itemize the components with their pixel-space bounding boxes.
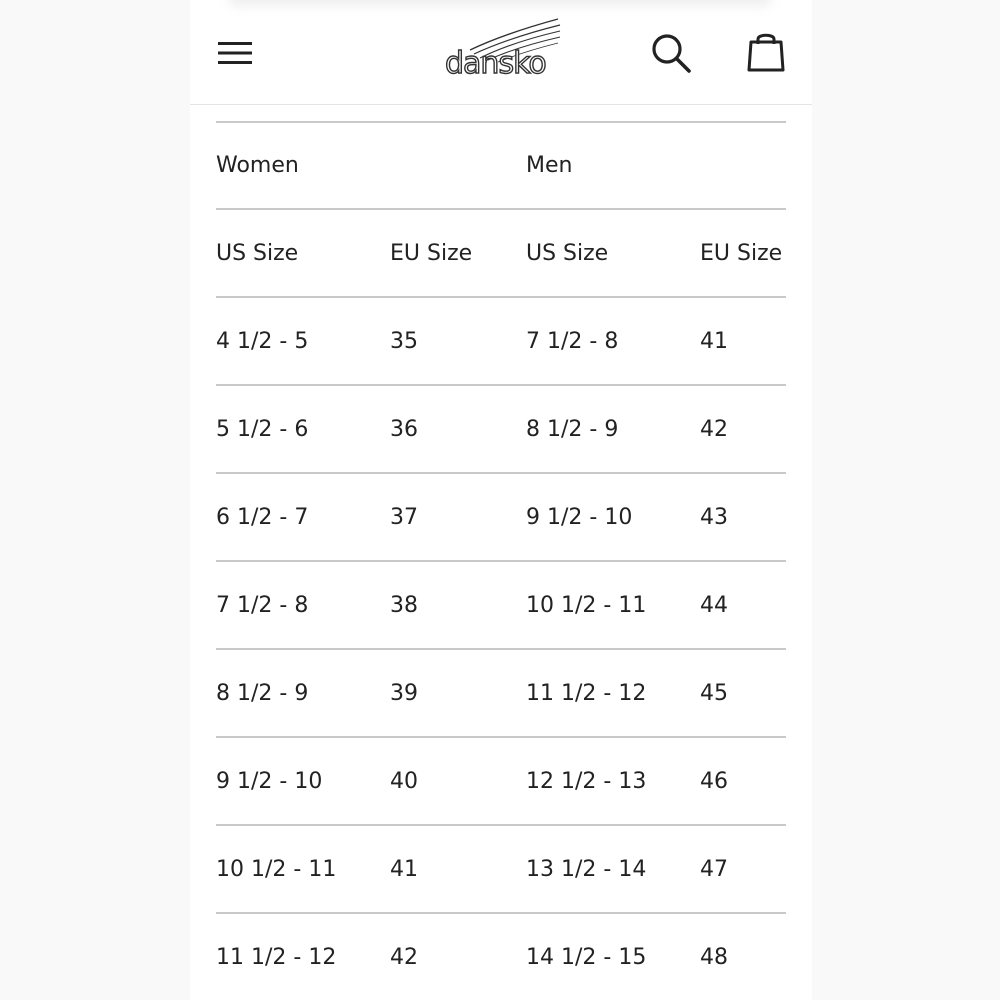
hamburger-menu-icon[interactable] xyxy=(218,40,252,66)
women-eu-size: 42 xyxy=(390,913,526,1000)
women-us-size: 9 1/2 - 10 xyxy=(216,737,390,825)
men-eu-size: 47 xyxy=(700,825,786,913)
men-eu-size: 41 xyxy=(700,297,786,385)
column-header-row xyxy=(216,209,786,297)
men-us-size: 11 1/2 - 12 xyxy=(526,649,700,737)
men-us-size: 9 1/2 - 10 xyxy=(526,473,700,561)
men-us-size: 8 1/2 - 9 xyxy=(526,385,700,473)
women-group-header: Women xyxy=(216,122,526,209)
women-us-size-header: US Size xyxy=(216,209,390,297)
shopping-bag-icon[interactable] xyxy=(746,30,786,74)
header-shadow xyxy=(230,0,770,4)
table-row xyxy=(216,385,786,473)
table-row xyxy=(216,913,786,1000)
men-eu-size: 45 xyxy=(700,649,786,737)
table-row xyxy=(216,825,786,913)
women-us-size: 10 1/2 - 11 xyxy=(216,825,390,913)
brand-logo[interactable] xyxy=(440,16,565,86)
table-row xyxy=(216,297,786,385)
table-row xyxy=(216,649,786,737)
men-eu-size: 43 xyxy=(700,473,786,561)
women-eu-size: 37 xyxy=(390,473,526,561)
men-eu-size: 48 xyxy=(700,913,786,1000)
women-us-size: 8 1/2 - 9 xyxy=(216,649,390,737)
group-header-row xyxy=(216,122,786,209)
men-group-header: Men xyxy=(526,122,786,209)
table-row xyxy=(216,737,786,825)
men-eu-size: 46 xyxy=(700,737,786,825)
women-us-size: 6 1/2 - 7 xyxy=(216,473,390,561)
women-eu-size: 40 xyxy=(390,737,526,825)
men-eu-size-header: EU Size xyxy=(700,209,786,297)
men-eu-size: 42 xyxy=(700,385,786,473)
men-us-size: 12 1/2 - 13 xyxy=(526,737,700,825)
right-background xyxy=(812,0,1000,1000)
men-us-size: 14 1/2 - 15 xyxy=(526,913,700,1000)
women-us-size: 5 1/2 - 6 xyxy=(216,385,390,473)
men-us-size: 13 1/2 - 14 xyxy=(526,825,700,913)
women-eu-size: 41 xyxy=(390,825,526,913)
women-us-size: 4 1/2 - 5 xyxy=(216,297,390,385)
men-us-size: 7 1/2 - 8 xyxy=(526,297,700,385)
logo-wordmark: dansko xyxy=(445,46,546,81)
table-row xyxy=(216,561,786,649)
size-conversion-table xyxy=(216,121,786,1000)
left-background xyxy=(0,0,190,1000)
women-us-size: 11 1/2 - 12 xyxy=(216,913,390,1000)
site-header xyxy=(190,0,812,105)
women-eu-size: 39 xyxy=(390,649,526,737)
women-us-size: 7 1/2 - 8 xyxy=(216,561,390,649)
men-eu-size: 44 xyxy=(700,561,786,649)
men-us-size-header: US Size xyxy=(526,209,700,297)
search-icon[interactable] xyxy=(650,32,694,76)
men-us-size: 10 1/2 - 11 xyxy=(526,561,700,649)
women-eu-size: 36 xyxy=(390,385,526,473)
women-eu-size-header: EU Size xyxy=(390,209,526,297)
table-row xyxy=(216,473,786,561)
women-eu-size: 35 xyxy=(390,297,526,385)
women-eu-size: 38 xyxy=(390,561,526,649)
mobile-page xyxy=(190,0,812,1000)
